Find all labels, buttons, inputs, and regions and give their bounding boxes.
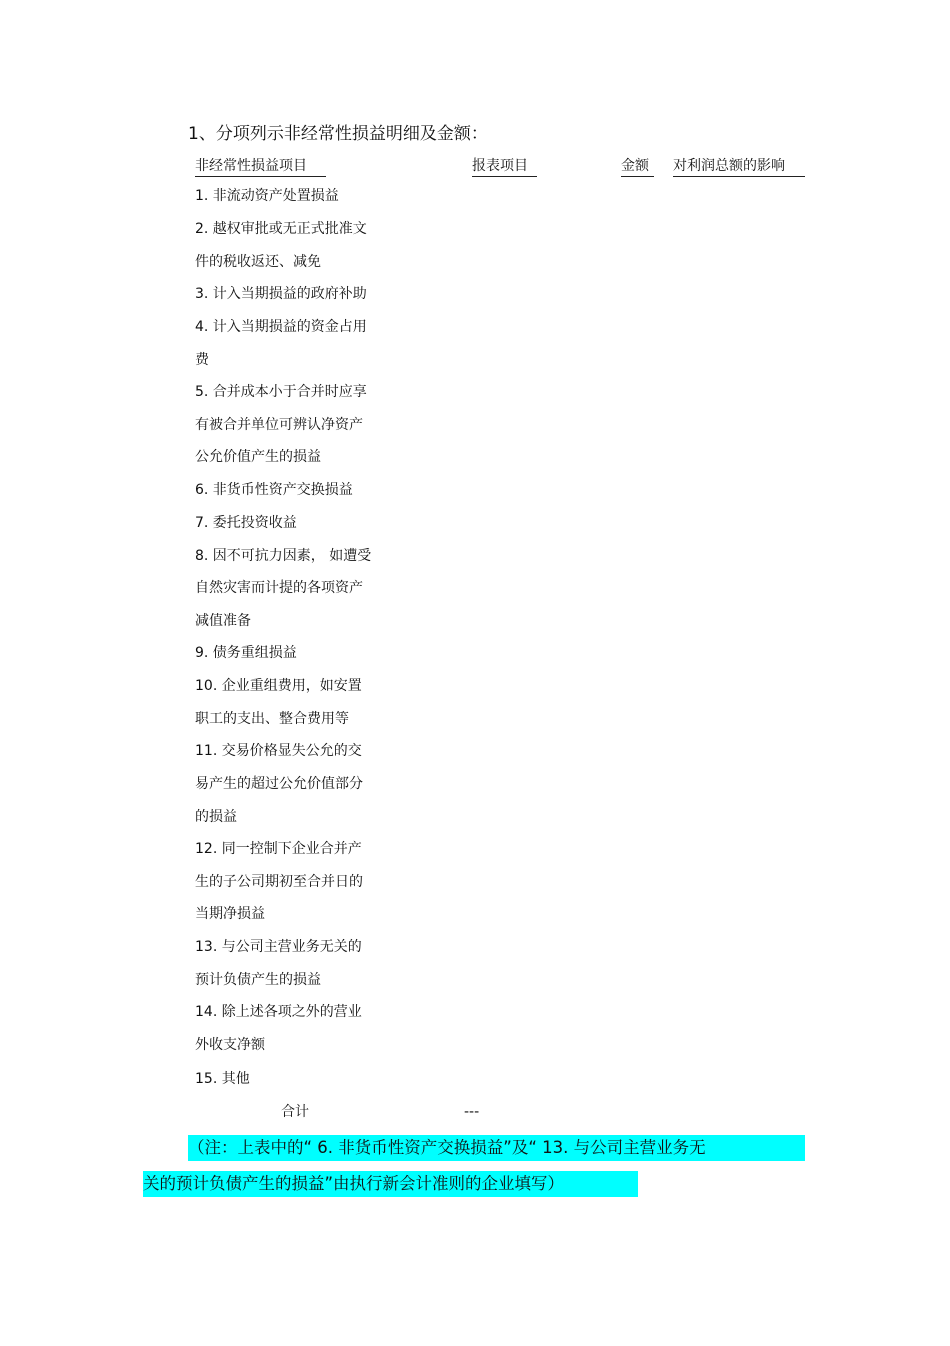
list-item: 费 [195, 352, 209, 368]
list-item: 有被合并单位可辨认净资产 [195, 417, 363, 433]
list-item: 15. 其他 [195, 1071, 250, 1087]
list-item: 4. 计入当期损益的资金占用 [195, 319, 367, 335]
column-header-item: 非经常性损益项目 [195, 155, 326, 177]
list-item: 3. 计入当期损益的政府补助 [195, 286, 367, 302]
list-item: 件的税收返还、减免 [195, 254, 321, 270]
list-item: 13. 与公司主营业务无关的 [195, 939, 362, 955]
list-item: 1. 非流动资产处置损益 [195, 188, 339, 204]
list-item: 预计负债产生的损益 [195, 972, 321, 988]
list-item: 6. 非货币性资产交换损益 [195, 482, 353, 498]
list-item: 8. 因不可抗力因素， 如遭受 [195, 548, 372, 564]
total-label: 合计 [281, 1104, 309, 1120]
list-item: 11. 交易价格显失公允的交 [195, 743, 362, 759]
list-item: 生的子公司期初至合并日的 [195, 874, 363, 890]
list-item: 当期净损益 [195, 906, 265, 922]
total-report-item: --- [464, 1104, 480, 1120]
list-item: 职工的支出、整合费用等 [195, 711, 349, 727]
list-item: 公允价值产生的损益 [195, 449, 321, 465]
list-item: 9. 债务重组损益 [195, 645, 297, 661]
list-item: 5. 合并成本小于合并时应享 [195, 384, 367, 400]
list-item: 14. 除上述各项之外的营业 [195, 1004, 362, 1020]
column-header-impact: 对利润总额的影响 [673, 155, 805, 177]
note-line-2: 关的预计负债产生的损益”由执行新会计准则的企业填写） [143, 1171, 638, 1197]
section-heading: 1、分项列示非经常性损益明细及金额： [188, 124, 488, 144]
list-item: 2. 越权审批或无正式批准文 [195, 221, 367, 237]
list-item: 易产生的超过公允价值部分 [195, 776, 363, 792]
list-item: 12. 同一控制下企业合并产 [195, 841, 362, 857]
column-header-report-item: 报表项目 [472, 155, 537, 177]
column-header-amount: 金额 [621, 155, 654, 177]
list-item: 自然灾害而计提的各项资产 [195, 580, 363, 596]
list-item: 减值准备 [195, 613, 251, 629]
list-item: 7. 委托投资收益 [195, 515, 297, 531]
note-line-1: （注：上表中的“ 6. 非货币性资产交换损益”及“ 13. 与公司主营业务无 [188, 1135, 805, 1161]
list-item: 10. 企业重组费用，如安置 [195, 678, 362, 694]
list-item: 的损益 [195, 809, 237, 825]
list-item: 外收支净额 [195, 1037, 265, 1053]
